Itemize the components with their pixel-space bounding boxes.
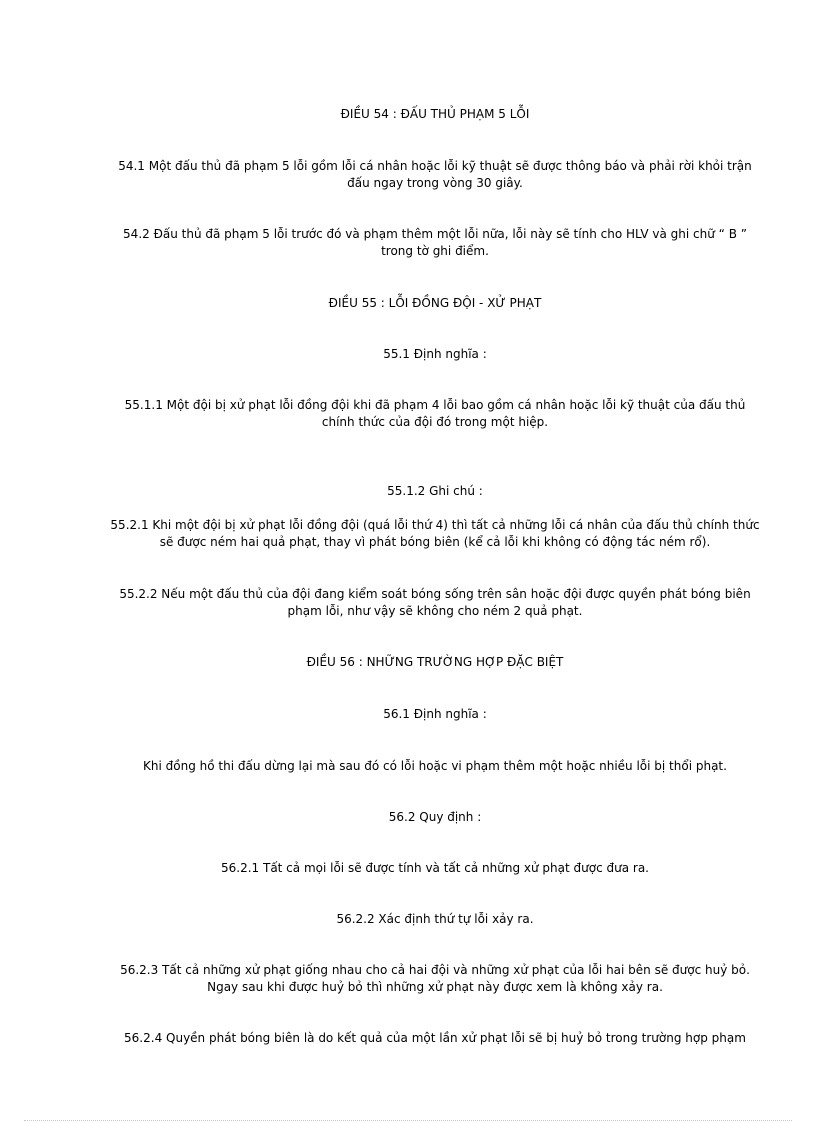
paragraph-55-2-2: 55.2.2 Nếu một đấu thủ của đội đang kiểm soát bóng sống trên sân hoặc đội được quyền phát bóng biên phạm lỗi, như vậy sẽ không cho ném 2 quả phạt. [119, 587, 751, 618]
paragraph-56-2-1: 56.2.1 Tất cả mọi lỗi sẽ được tính và tất cả những xử phạt được đưa ra. [221, 861, 649, 875]
paragraph-56-2-4: 56.2.4 Quyền phát bóng biên là do kết quả của một lần xử phạt lỗi sẽ bị huỷ bỏ trong trường hợp phạm [124, 1031, 746, 1045]
paragraph-56-2-3: 56.2.3 Tất cả những xử phạt giống nhau cho cả hai đội và những xử phạt của lỗi hai bên sẽ được huỷ bỏ. Ngay sau khi được huỷ bỏ thì những xử phạt này được xem là không xảy ra. [120, 963, 750, 994]
paragraph-54-2: 54.2 Đấu thủ đã phạm 5 lỗi trước đó và phạm thêm một lỗi nữa, lỗi này sẽ tính cho HLV và ghi chữ “ B ” trong tờ ghi điểm. [123, 227, 747, 258]
article-54-heading: ĐIỀU 54 : ĐẤU THỦ PHẠM 5 LỖI [340, 107, 530, 121]
subheading-55-1-2: 55.1.2 Ghi chú : [387, 484, 483, 498]
subheading-56-1: 56.1 Định nghĩa : [383, 707, 487, 721]
subheading-56-2: 56.2 Quy định : [388, 810, 482, 824]
paragraph-55-1-1: 55.1.1 Một đội bị xử phạt lỗi đồng đội khi đã phạm 4 lỗi bao gồm cá nhân hoặc lỗi kỹ thuật của đấu thủ chính thức của đội đó trong một hiệp. [124, 398, 746, 429]
paragraph-56-1: Khi đồng hồ thi đấu dừng lại mà sau đó có lỗi hoặc vi phạm thêm một hoặc nhiều lỗi bị thổi phạt. [143, 759, 727, 773]
page-bottom-divider [24, 1120, 792, 1121]
article-55-heading: ĐIỀU 55 : LỖI ĐỒNG ĐỘI - XỬ PHẠT [328, 296, 542, 310]
paragraph-56-2-2: 56.2.2 Xác định thứ tự lỗi xảy ra. [336, 912, 534, 926]
paragraph-55-2-1: 55.2.1 Khi một đội bị xử phạt lỗi đồng đội (quá lỗi thứ 4) thì tất cả những lỗi cá nhân của đấu thủ chính thức sẽ được ném hai quả phạt, thay vì phát bóng biên (kể cả lỗi khi không có động tác ném rổ). [110, 518, 760, 549]
paragraph-54-1: 54.1 Một đấu thủ đã phạm 5 lỗi gồm lỗi cá nhân hoặc lỗi kỹ thuật sẽ được thông báo và phải rời khỏi trận đấu ngay trong vòng 30 giây. [118, 159, 752, 190]
subheading-55-1: 55.1 Định nghĩa : [383, 347, 487, 361]
article-56-heading: ĐIỀU 56 : NHỮNG TRƯỜNG HỢP ĐẶC BIỆT [306, 655, 564, 669]
